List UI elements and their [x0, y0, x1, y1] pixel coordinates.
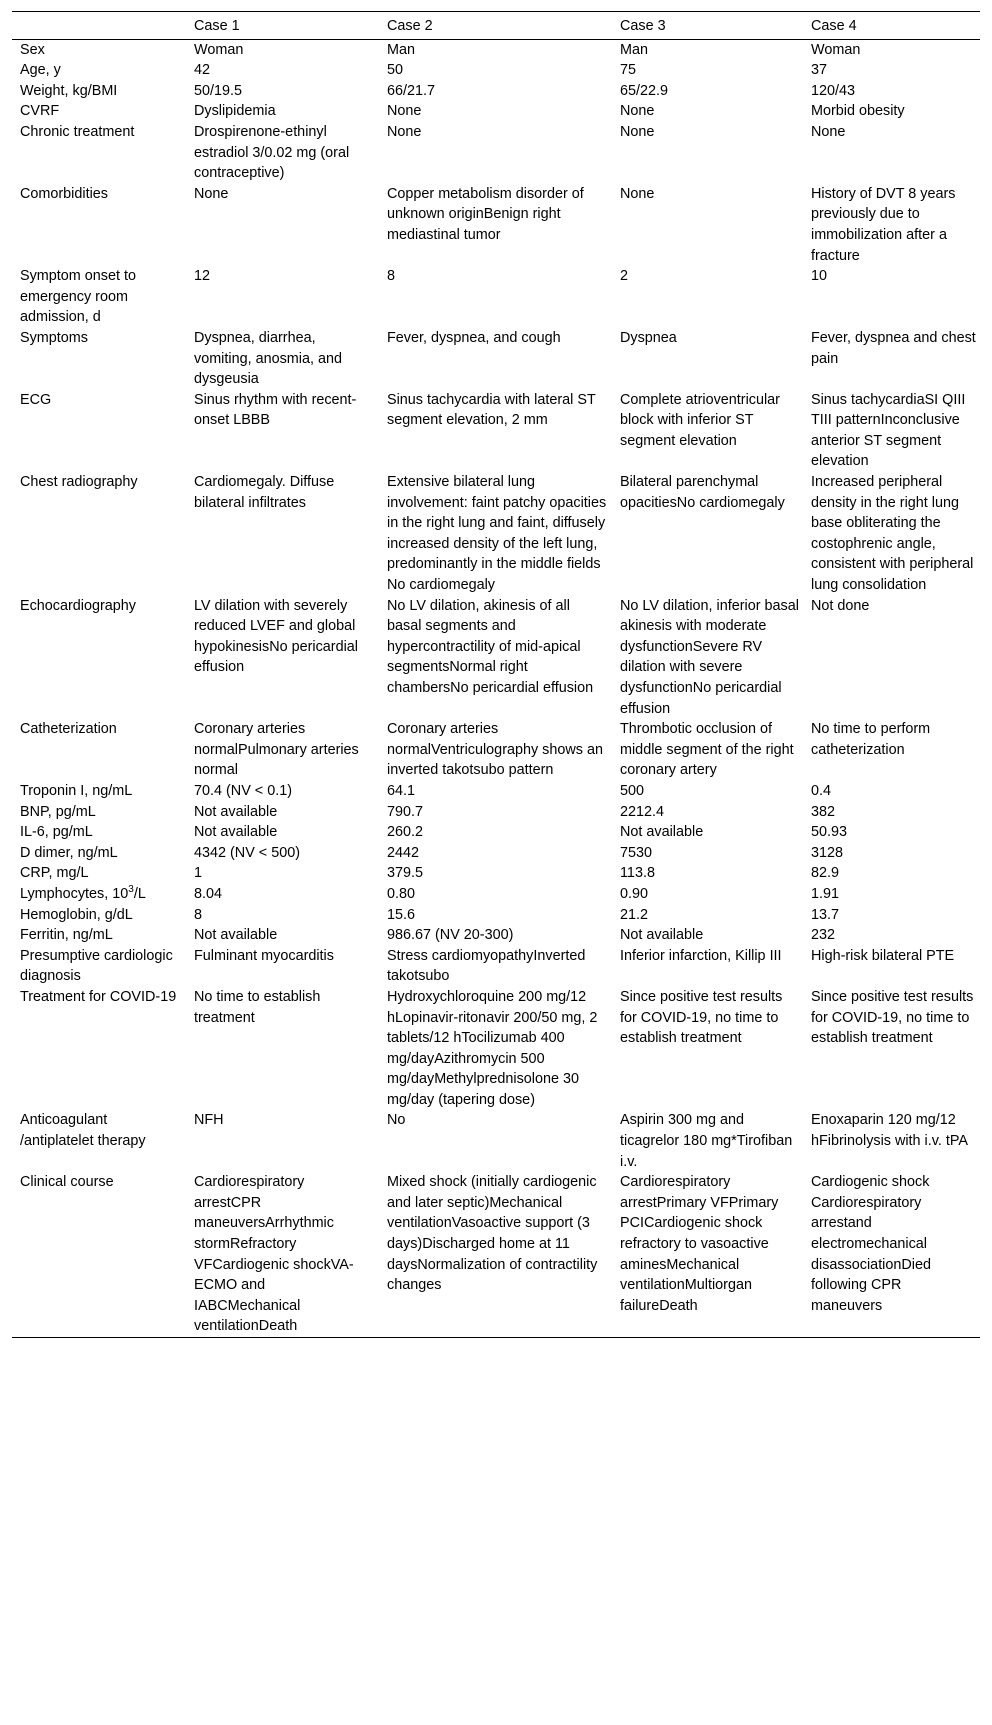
- table-row: [12, 122, 980, 184]
- header-cell-case-2: Case 2: [387, 18, 433, 34]
- cell-case-4: 13.7: [811, 906, 840, 923]
- table-row: [12, 266, 980, 328]
- cell-case-2: 0.80: [387, 885, 416, 902]
- table-row: [12, 884, 980, 905]
- cell-case-4: Enoxaparin 120 mg/12 hFibrinolysis with i.v. tPA: [811, 1112, 969, 1150]
- cell-case-2: 260.2: [387, 824, 424, 841]
- cell-case-3: None: [620, 185, 655, 202]
- table-body: [12, 39, 980, 1337]
- row-label: [12, 60, 186, 81]
- table-row: [12, 863, 980, 884]
- cell-case-2: Copper metabolism disorder of unknown originBenign right mediastinal tumor: [387, 185, 584, 243]
- table-row: [12, 184, 980, 266]
- cell-case-1: 4342 (NV < 500): [194, 844, 300, 861]
- row-label: [12, 843, 186, 864]
- row-label-text: ECG: [20, 391, 52, 408]
- row-label: [12, 266, 186, 328]
- table-row: [12, 81, 980, 102]
- cell-case-3: Man: [620, 41, 648, 58]
- row-label-text: Echocardiography: [20, 597, 136, 614]
- cell-case-3: Since positive test results for COVID-19, no time to establish treatment: [620, 988, 783, 1047]
- row-label-superscript: 3: [128, 884, 134, 896]
- row-label-text: IL-6, pg/mL: [20, 824, 93, 841]
- cell-case-1: Sinus rhythm with recent-onset LBBB: [194, 391, 357, 429]
- cell-case-1: 8.04: [194, 885, 223, 902]
- cell-case-1: Not available: [194, 927, 278, 944]
- cell-case-2: 50: [387, 62, 404, 79]
- row-label: [12, 781, 186, 802]
- cell-case-4: 37: [811, 62, 828, 79]
- cell-case-4: 82.9: [811, 865, 840, 882]
- cell-case-1: Cardiorespiratory arrestCPR maneuversArrhythmic stormRefractory VFCardiogenic shockVA-ECMO and IABCMechanical ventilationDeath: [194, 1174, 354, 1335]
- cell-case-4: History of DVT 8 years previously due to immobilization after a fracture: [811, 185, 956, 264]
- row-label-text: CRP, mg/L: [20, 865, 89, 882]
- cell-case-2: Coronary arteries normalVentriculography shows an inverted takotsubo pattern: [387, 721, 603, 779]
- cell-case-2: None: [387, 123, 422, 140]
- cell-case-4: Woman: [811, 41, 861, 58]
- cell-case-2: No: [387, 1112, 406, 1129]
- cell-case-3: 113.8: [620, 865, 655, 882]
- clinical-cases-table: [12, 11, 980, 1338]
- cell-case-1: 12: [194, 268, 211, 285]
- row-label-text: Symptom onset to emergency room admission, d: [20, 268, 136, 326]
- cell-case-2: 64.1: [387, 782, 416, 799]
- row-label: [12, 328, 186, 390]
- cell-case-1: Not available: [194, 824, 278, 841]
- table-row: [12, 472, 980, 596]
- cell-case-1: No time to establish treatment: [194, 988, 321, 1026]
- cell-case-2: No LV dilation, akinesis of all basal segments and hypercontractility of mid-apical segmentsNormal right chambersNo pericardial effusion: [387, 597, 594, 696]
- cell-case-3: Dyspnea: [620, 329, 677, 346]
- cell-case-4: 120/43: [811, 82, 856, 99]
- cell-case-2: Man: [387, 41, 415, 58]
- row-label: [12, 390, 186, 472]
- row-label: [12, 39, 186, 60]
- table-row: [12, 987, 980, 1111]
- cell-case-3: None: [620, 123, 655, 140]
- cell-case-3: 7530: [620, 844, 653, 861]
- cell-case-1: LV dilation with severely reduced LVEF and global hypokinesisNo pericardial effusion: [194, 597, 358, 676]
- cell-case-1: NFH: [194, 1112, 224, 1129]
- row-label-text: Comorbidities: [20, 185, 108, 202]
- row-label-text: Presumptive cardiologic diagnosis: [20, 947, 173, 985]
- table-row: [12, 946, 980, 987]
- row-label-text: Lymphocytes, 10: [20, 885, 129, 902]
- cell-case-3: Bilateral parenchymal opacitiesNo cardiomegaly: [620, 474, 785, 511]
- row-label-text: D dimer, ng/mL: [20, 844, 118, 861]
- cell-case-2: 379.5: [387, 865, 424, 882]
- cell-case-2: 2442: [387, 844, 420, 861]
- cell-case-2: 790.7: [387, 803, 424, 820]
- row-label: [12, 101, 186, 122]
- cell-case-4: 1.91: [811, 885, 840, 902]
- row-label-text: Sex: [20, 41, 45, 58]
- header-row: [12, 12, 980, 40]
- cell-case-3: Cardiorespiratory arrestPrimary VFPrimary PCICardiogenic shock refractory to vasoactive aminesMechanical ventilationMultiorgan failureDeath: [620, 1174, 779, 1314]
- row-label-text: Treatment for COVID-19: [20, 988, 177, 1005]
- cell-case-3: Not available: [620, 927, 704, 944]
- cell-case-2: 66/21.7: [387, 82, 436, 99]
- table-row: [12, 39, 980, 60]
- row-label: [12, 596, 186, 720]
- cell-case-4: Sinus tachycardiaSI QIII TIII patternInconclusive anterior ST segment elevation: [811, 391, 966, 470]
- cell-case-3: 65/22.9: [620, 82, 669, 99]
- cell-case-3: 500: [620, 782, 645, 799]
- row-label-text: BNP, pg/mL: [20, 803, 96, 820]
- cell-case-1: 8: [194, 906, 203, 923]
- row-label-text: Ferritin, ng/mL: [20, 927, 113, 944]
- cell-case-3: 2212.4: [620, 803, 665, 820]
- cell-case-4: High-risk bilateral PTE: [811, 947, 955, 964]
- table-row: [12, 719, 980, 781]
- header-cell-empty: [12, 12, 186, 40]
- cell-case-4: 382: [811, 803, 836, 820]
- cell-case-4: 50.93: [811, 824, 848, 841]
- cell-case-4: None: [811, 123, 846, 140]
- row-label: [12, 987, 186, 1111]
- cell-case-1: None: [194, 185, 229, 202]
- cell-case-2: Mixed shock (initially cardiogenic and later septic)Mechanical ventilationVasoactive support (3 days)Discharged home at 11 daysNormalization of contractility changes: [387, 1174, 598, 1294]
- row-label: [12, 472, 186, 596]
- row-label-text: Symptoms: [20, 329, 88, 346]
- cell-case-1: Dyslipidemia: [194, 103, 276, 120]
- row-label: [12, 1172, 186, 1337]
- row-label: [12, 719, 186, 781]
- cell-case-2: Hydroxychloroquine 200 mg/12 hLopinavir-ritonavir 200/50 mg, 2 tablets/12 hTocilizumab 400 mg/dayAzithromycin 500 mg/dayMethylprednisolone 30 mg/day (tapering dose): [387, 988, 598, 1108]
- row-label: [12, 863, 186, 884]
- cell-case-4: Not done: [811, 597, 870, 614]
- cell-case-4: Increased peripheral density in the right lung base obliterating the costophrenic angle, consistent with peripheral lung consolidation: [811, 474, 974, 594]
- table-row: [12, 1110, 980, 1172]
- header-cell-case-1: Case 1: [194, 18, 240, 34]
- cell-case-4: Cardiogenic shock Cardiorespiratory arrestand electromechanical disassociationDied following CPR maneuvers: [811, 1174, 931, 1314]
- row-label: [12, 905, 186, 926]
- cell-case-4: Morbid obesity: [811, 103, 905, 120]
- cell-case-2: 986.67 (NV 20-300): [387, 927, 514, 944]
- header-cell-case-3: Case 3: [620, 18, 666, 34]
- row-label-text: Hemoglobin, g/dL: [20, 906, 133, 923]
- row-label: [12, 184, 186, 266]
- row-label-suffix: /L: [133, 885, 146, 902]
- cell-case-4: 3128: [811, 844, 844, 861]
- row-label: [12, 925, 186, 946]
- cell-case-2: Sinus tachycardia with lateral ST segment elevation, 2 mm: [387, 391, 596, 429]
- row-label: [12, 884, 186, 905]
- cell-case-1: Drospirenone-ethinyl estradiol 3/0.02 mg (oral contraceptive): [194, 123, 350, 182]
- table-row: [12, 802, 980, 823]
- cell-case-4: 0.4: [811, 782, 832, 799]
- row-label-text: CVRF: [20, 103, 60, 120]
- cell-case-3: Not available: [620, 824, 704, 841]
- cell-case-3: 2: [620, 268, 629, 285]
- row-label-text: Troponin I, ng/mL: [20, 782, 133, 799]
- row-label: [12, 822, 186, 843]
- cell-case-3: Complete atrioventricular block with inferior ST segment elevation: [620, 391, 780, 449]
- cell-case-1: 42: [194, 62, 211, 79]
- row-label-text: Catheterization: [20, 721, 117, 738]
- row-label: [12, 802, 186, 823]
- table-row: [12, 596, 980, 720]
- cell-case-2: 8: [387, 268, 396, 285]
- cell-case-1: Cardiomegaly. Diffuse bilateral infiltrates: [194, 474, 335, 511]
- cell-case-1: 70.4 (NV < 0.1): [194, 782, 292, 799]
- table-row: [12, 390, 980, 472]
- table-row: [12, 328, 980, 390]
- cell-case-3: Inferior infarction, Killip III: [620, 947, 782, 964]
- row-label-text: Anticoagulant /antiplatelet therapy: [20, 1112, 146, 1150]
- header-cell-case-4: Case 4: [811, 18, 857, 34]
- row-label: [12, 122, 186, 184]
- table-row: [12, 843, 980, 864]
- cell-case-4: 232: [811, 927, 836, 944]
- row-label-text: Chest radiography: [20, 474, 138, 491]
- cell-case-4: No time to perform catheterization: [811, 721, 931, 758]
- cell-case-2: 15.6: [387, 906, 416, 923]
- cell-case-2: Extensive bilateral lung involvement: faint patchy opacities in the right lung and faint, diffusely increased density of the left lung, predominantly in the middle fields No cardiomegaly: [387, 474, 607, 594]
- cell-case-1: Dyspnea, diarrhea, vomiting, anosmia, and dysgeusia: [194, 329, 342, 388]
- cell-case-1: Coronary arteries normalPulmonary arteries normal: [194, 721, 359, 779]
- cell-case-3: None: [620, 103, 655, 120]
- table-row: [12, 925, 980, 946]
- cell-case-1: Woman: [194, 41, 244, 58]
- cell-case-2: None: [387, 103, 422, 120]
- cell-case-4: Fever, dyspnea and chest pain: [811, 329, 976, 367]
- cell-case-3: Aspirin 300 mg and ticagrelor 180 mg*Tirofiban i.v.: [620, 1112, 793, 1170]
- row-label-text: Chronic treatment: [20, 123, 135, 140]
- cell-case-3: 75: [620, 62, 637, 79]
- cell-case-4: 10: [811, 268, 828, 285]
- cell-case-3: 0.90: [620, 885, 649, 902]
- table-row: [12, 101, 980, 122]
- table-row: [12, 781, 980, 802]
- row-label-text: Clinical course: [20, 1174, 114, 1191]
- cell-case-1: 1: [194, 865, 203, 882]
- cell-case-3: Thrombotic occlusion of middle segment of the right coronary artery: [620, 721, 794, 779]
- table-header: [12, 12, 980, 40]
- row-label-text: Age, y: [20, 62, 61, 79]
- cell-case-1: Fulminant myocarditis: [194, 947, 334, 964]
- row-label: [12, 946, 186, 987]
- table-row: [12, 822, 980, 843]
- cell-case-3: 21.2: [620, 906, 649, 923]
- table-row: [12, 60, 980, 81]
- row-label: [12, 1110, 186, 1172]
- row-label-text: Weight, kg/BMI: [20, 82, 118, 99]
- cell-case-2: Fever, dyspnea, and cough: [387, 329, 561, 346]
- cell-case-2: Stress cardiomyopathyInverted takotsubo: [387, 947, 586, 985]
- table-row: [12, 905, 980, 926]
- cell-case-1: 50/19.5: [194, 82, 243, 99]
- cell-case-4: Since positive test results for COVID-19, no time to establish treatment: [811, 988, 974, 1047]
- row-label: [12, 81, 186, 102]
- clinical-cases-table-container: [12, 11, 980, 1338]
- cell-case-3: No LV dilation, inferior basal akinesis with moderate dysfunctionSevere RV dilation with severe dysfunctionNo pericardial effusion: [620, 597, 799, 717]
- cell-case-1: Not available: [194, 803, 278, 820]
- table-row: [12, 1172, 980, 1337]
